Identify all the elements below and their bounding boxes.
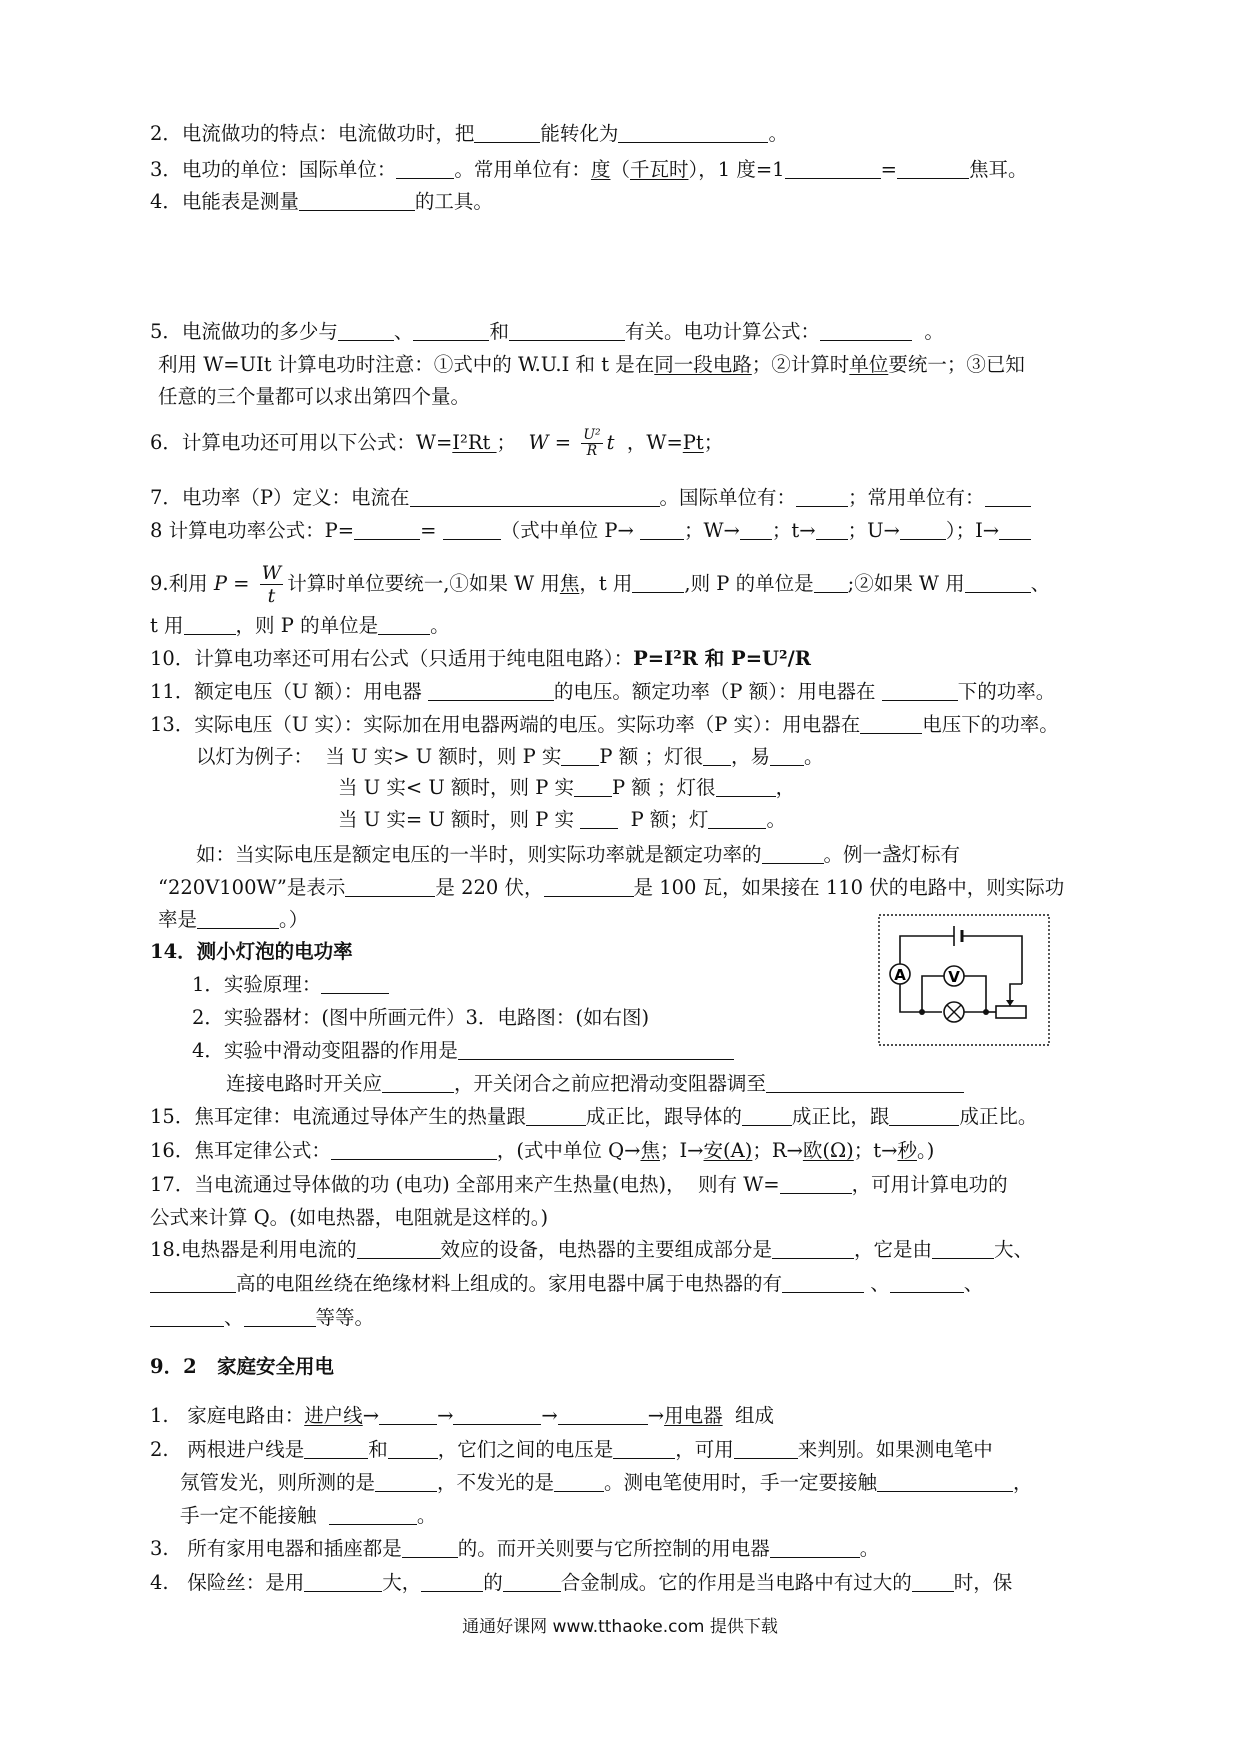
text-run: ； bbox=[496, 431, 529, 454]
blank-field[interactable] bbox=[860, 711, 922, 734]
text-run: ，它们之间的电压是 bbox=[437, 1438, 614, 1461]
text-line bbox=[150, 1270, 983, 1298]
text-run: 当 U 实= U 额时，则 P 实 bbox=[338, 808, 581, 831]
text-run: 任意的三个量都可以求出第四个量。 bbox=[158, 385, 471, 408]
text-line bbox=[192, 971, 389, 999]
text-run: 7．电功率（P）定义：电流在 bbox=[150, 486, 410, 509]
text-run: 的电压。额定功率（P 额）：用电器在 bbox=[553, 680, 882, 703]
text-run: 计算时单位要统一,①如果 W 用 bbox=[287, 572, 560, 595]
text-run: 4．实验中滑动变阻器的作用是 bbox=[192, 1039, 458, 1062]
footer-text: 通通好课网 www.tthaoke.com 提供下载 bbox=[462, 1617, 778, 1637]
text-run: 焦耳。 bbox=[968, 158, 1028, 181]
text-line bbox=[226, 1070, 964, 1098]
text-run: 如：当实际电压是额定电压的一半时，则实际功率就是额定功率的 bbox=[196, 843, 762, 866]
numerator: U² bbox=[583, 427, 601, 443]
text-run: → bbox=[647, 1404, 665, 1427]
blank-field[interactable] bbox=[554, 1469, 604, 1492]
text-run: = bbox=[880, 158, 897, 181]
text-run: 。测电笔使用时，手一定要接触 bbox=[604, 1471, 878, 1494]
text-run: （ bbox=[610, 158, 630, 181]
ammeter-label: A bbox=[894, 966, 906, 984]
text-run: 下的功率。 bbox=[957, 680, 1056, 703]
text-line bbox=[150, 1569, 1012, 1597]
blank-field[interactable] bbox=[421, 1569, 483, 1592]
text-run: → bbox=[541, 1404, 558, 1427]
text-run: 。) bbox=[916, 1139, 935, 1162]
blank-field[interactable] bbox=[402, 1535, 458, 1558]
text-line bbox=[196, 743, 823, 771]
text-run: 要统一；③已知 bbox=[888, 353, 1025, 376]
text-line bbox=[150, 1353, 334, 1381]
text-run: ，开关闭合之前应把滑动变阻器调至 bbox=[454, 1072, 767, 1095]
underlined-answer: 焦 bbox=[640, 1139, 660, 1162]
text-run: ，t 用 bbox=[579, 572, 633, 595]
text-line bbox=[150, 517, 1031, 545]
text-run: 。 bbox=[430, 614, 450, 637]
underlined-answer: 度 bbox=[590, 158, 611, 181]
blank-field[interactable] bbox=[410, 484, 660, 507]
text-run: 。 bbox=[911, 320, 944, 343]
formula-lhs: P = bbox=[213, 572, 256, 595]
text-line bbox=[158, 383, 470, 411]
blank-field[interactable] bbox=[965, 570, 1031, 593]
text-run: 9.利用 bbox=[150, 572, 214, 595]
blank-field[interactable] bbox=[453, 1402, 541, 1425]
text-run: ，易 bbox=[730, 745, 770, 768]
blank-field[interactable] bbox=[740, 517, 772, 540]
blank-field[interactable] bbox=[503, 1569, 561, 1592]
text-line bbox=[158, 351, 1025, 379]
blank-field[interactable] bbox=[889, 1103, 959, 1126]
text-run: 成正比。 bbox=[959, 1105, 1038, 1128]
blank-field[interactable] bbox=[304, 1569, 382, 1592]
fraction bbox=[260, 562, 284, 607]
blank-field[interactable] bbox=[345, 874, 435, 897]
text-line bbox=[150, 1103, 1037, 1131]
blank-field[interactable] bbox=[716, 774, 776, 797]
text-line bbox=[338, 774, 795, 802]
underlined-answer: 千瓦时 bbox=[629, 158, 689, 181]
text-run: ；W→ bbox=[683, 519, 740, 542]
blank-field[interactable] bbox=[882, 678, 958, 701]
underlined-answer: 进户线 bbox=[304, 1404, 363, 1427]
text-line bbox=[150, 938, 353, 966]
denominator: t bbox=[267, 585, 276, 607]
text-line bbox=[180, 1469, 1033, 1497]
blank-field[interactable] bbox=[413, 318, 489, 341]
blank-field[interactable] bbox=[932, 1236, 994, 1259]
underlined-answer: 用电器 bbox=[664, 1404, 723, 1427]
blank-field[interactable] bbox=[244, 1304, 316, 1327]
text-run: 手一定不能接触 bbox=[180, 1504, 329, 1527]
text-run: ;②如果 W 用 bbox=[847, 572, 965, 595]
text-line bbox=[158, 906, 308, 934]
blank-field[interactable] bbox=[785, 156, 881, 179]
text-run: 公式来计算 Q。(如电热器，电阻就是这样的。) bbox=[150, 1206, 549, 1229]
formula bbox=[213, 562, 287, 607]
blank-field[interactable] bbox=[378, 612, 430, 635]
blank-field[interactable] bbox=[375, 1469, 437, 1492]
blank-field[interactable] bbox=[526, 1103, 586, 1126]
text-run: ；②计算时 bbox=[751, 353, 850, 376]
blank-field[interactable] bbox=[558, 1402, 648, 1425]
underlined-answer: 单位 bbox=[849, 353, 889, 376]
text-line bbox=[150, 678, 1055, 706]
text-run: 1．实验原理： bbox=[192, 973, 322, 996]
text-run: 5．电流做功的多少与 bbox=[150, 320, 338, 343]
blank-field[interactable] bbox=[770, 1535, 860, 1558]
blank-field[interactable] bbox=[382, 1070, 454, 1093]
text-run: ，W= bbox=[614, 431, 683, 454]
blank-field[interactable] bbox=[782, 1270, 864, 1293]
text-line bbox=[150, 1304, 374, 1332]
text-run: ；常用单位有： bbox=[848, 486, 985, 509]
text-run: 2. 两根进户线是 bbox=[150, 1438, 305, 1461]
text-run: 效应的设备，电热器的主要组成部分是 bbox=[440, 1238, 773, 1261]
text-run: 电压下的功率。 bbox=[922, 713, 1059, 736]
text-run: P 额 ；灯很 bbox=[612, 776, 716, 799]
bold-text: P=I²R 和 P=U²/R bbox=[633, 647, 811, 670]
blank-field[interactable] bbox=[877, 1469, 1013, 1492]
text-run: ； bbox=[703, 431, 724, 454]
blank-field[interactable] bbox=[618, 120, 768, 143]
blank-field[interactable] bbox=[766, 1070, 964, 1093]
text-run: ，(式中单位 Q→ bbox=[496, 1139, 641, 1162]
blank-field[interactable] bbox=[428, 678, 554, 701]
text-line bbox=[150, 1436, 993, 1464]
blank-field[interactable] bbox=[331, 1137, 497, 1160]
blank-field[interactable] bbox=[708, 806, 766, 829]
formula-rhs: t bbox=[606, 431, 615, 454]
text-run: 1. 家庭电路由： bbox=[150, 1404, 305, 1427]
text-run: 3．电功的单位：国际单位： bbox=[150, 158, 397, 181]
blank-field[interactable] bbox=[772, 1236, 854, 1259]
text-line bbox=[150, 1402, 774, 1430]
text-run: 等等。 bbox=[315, 1306, 375, 1329]
text-run: ,则 P 的单位是 bbox=[684, 572, 814, 595]
text-run: 13．实际电压（U 实）：实际加在用电器两端的电压。实际功率（P 实）：用电器在 bbox=[150, 713, 861, 736]
text-line bbox=[150, 711, 1059, 739]
text-line bbox=[150, 156, 1027, 184]
text-run: 、 bbox=[963, 1272, 984, 1295]
blank-field[interactable] bbox=[890, 1270, 964, 1293]
text-run: 率是 bbox=[158, 908, 198, 931]
denominator: R bbox=[586, 443, 598, 459]
blank-field[interactable] bbox=[197, 906, 279, 929]
blank-field[interactable] bbox=[338, 318, 394, 341]
text-run: 。常用单位有： bbox=[454, 158, 591, 181]
text-run: 当 U 实< U 额时，则 P 实 bbox=[338, 776, 575, 799]
text-run: 8 计算电功率公式：P= bbox=[150, 519, 355, 542]
blank-field[interactable] bbox=[900, 517, 946, 540]
text-run: 是 100 瓦，如果接在 110 伏的电路中，则实际功 bbox=[633, 876, 1065, 899]
text-run: “220V100W”是表示 bbox=[158, 876, 346, 899]
text-run: 连接电路时开关应 bbox=[226, 1072, 383, 1095]
text-line bbox=[196, 841, 960, 869]
text-run: 能转化为 bbox=[540, 122, 619, 145]
text-line bbox=[150, 1137, 934, 1165]
text-line bbox=[150, 1171, 1008, 1199]
underlined-answer: I²Rt bbox=[452, 431, 497, 454]
text-run: 。 bbox=[859, 1537, 880, 1560]
blank-field[interactable] bbox=[396, 156, 454, 179]
blank-field[interactable] bbox=[458, 1037, 734, 1060]
text-run: 3. 所有家用电器和插座都是 bbox=[150, 1537, 402, 1560]
text-line bbox=[150, 484, 1031, 512]
text-run: 组成 bbox=[722, 1404, 775, 1427]
text-run: 大、 bbox=[994, 1238, 1034, 1261]
underlined-answer: 欧(Ω) bbox=[802, 1139, 854, 1162]
blank-field[interactable] bbox=[299, 188, 415, 211]
text-run: → bbox=[437, 1404, 454, 1427]
text-run: 18.电热器是利用电流的 bbox=[150, 1238, 357, 1261]
text-run: 4. 保险丝：是用 bbox=[150, 1571, 305, 1594]
text-run: 的。而开关则要与它所控制的用电器 bbox=[457, 1537, 770, 1560]
text-line bbox=[150, 120, 788, 148]
text-run: 来判别。如果测电笔中 bbox=[797, 1438, 993, 1461]
text-run: 时，保 bbox=[953, 1571, 1013, 1594]
blank-field[interactable] bbox=[816, 517, 848, 540]
text-run: 2．电流做功的特点：电流做功时，把 bbox=[150, 122, 475, 145]
text-line bbox=[150, 612, 450, 640]
text-run: 以灯为例子： 当 U 实> U 额时，则 P 实 bbox=[196, 745, 562, 768]
text-run: 的 bbox=[483, 1571, 503, 1594]
text-line bbox=[150, 188, 493, 216]
text-line bbox=[192, 1037, 734, 1065]
blank-field[interactable] bbox=[780, 1171, 852, 1194]
text-run: 。 bbox=[768, 122, 788, 145]
text-run: 成正比，跟导体的 bbox=[585, 1105, 742, 1128]
blank-field[interactable] bbox=[742, 1103, 792, 1126]
blank-field[interactable] bbox=[999, 517, 1031, 540]
text-line bbox=[180, 1502, 436, 1530]
text-run: 。国际单位有： bbox=[659, 486, 797, 509]
blank-field[interactable] bbox=[985, 484, 1031, 507]
text-run: ，则 P 的单位是 bbox=[235, 614, 379, 637]
blank-field[interactable] bbox=[379, 1402, 437, 1425]
blank-field[interactable] bbox=[703, 743, 731, 766]
blank-field[interactable] bbox=[912, 1569, 954, 1592]
blank-field[interactable] bbox=[770, 743, 804, 766]
text-line bbox=[150, 562, 1051, 607]
bold-text: 14．测小灯泡的电功率 bbox=[150, 940, 353, 963]
blank-field[interactable] bbox=[544, 874, 634, 897]
text-run: ；t→ bbox=[771, 519, 816, 542]
text-run: 氖管发光，则所测的是 bbox=[180, 1471, 376, 1494]
blank-field[interactable] bbox=[354, 517, 420, 540]
text-run: 利用 W=UIt 计算电功时注意：①式中的 W.U.I 和 t 是在 bbox=[158, 353, 655, 376]
text-run: 、 bbox=[1030, 572, 1051, 595]
text-run: 11．额定电压（U 额）：用电器 bbox=[150, 680, 428, 703]
underlined-answer: 同一段电路 bbox=[654, 353, 752, 376]
text-run: （式中单位 P→ bbox=[500, 519, 640, 542]
blank-field[interactable] bbox=[574, 774, 612, 797]
bold-text: 9．2 家庭安全用电 bbox=[150, 1355, 335, 1378]
text-run: 。 bbox=[766, 808, 786, 831]
blank-field[interactable] bbox=[150, 1270, 236, 1293]
numerator: W bbox=[261, 562, 282, 584]
text-run: ，可用 bbox=[675, 1438, 734, 1461]
text-run: 。） bbox=[279, 908, 309, 931]
blank-field[interactable] bbox=[509, 318, 625, 341]
text-run: ， bbox=[775, 776, 796, 799]
text-run: 。 bbox=[803, 745, 824, 768]
text-run: 17．当电流通过导体做的功 (电功) 全部用来产生热量(电热)， 则有 W= bbox=[150, 1173, 780, 1196]
text-line bbox=[150, 318, 944, 346]
text-run: 2．实验器材：(图中所画元件）3．电路图：(如右图) bbox=[192, 1006, 650, 1029]
blank-field[interactable] bbox=[897, 156, 969, 179]
formula bbox=[528, 427, 615, 459]
blank-field[interactable] bbox=[474, 120, 540, 143]
text-run: P 额 ；灯很 bbox=[599, 745, 703, 768]
underlined-answer: 秒 bbox=[897, 1139, 917, 1162]
text-run: 15．焦耳定律：电流通过导体产生的热量跟 bbox=[150, 1105, 526, 1128]
text-run: ）；I→ bbox=[945, 519, 1000, 542]
blank-field[interactable] bbox=[329, 1502, 417, 1525]
blank-field[interactable] bbox=[150, 1304, 224, 1327]
text-run: P 额；灯 bbox=[618, 808, 709, 831]
circuit-diagram bbox=[878, 914, 1050, 1046]
text-line bbox=[150, 427, 724, 459]
text-run: ；U→ bbox=[847, 519, 900, 542]
blank-field[interactable] bbox=[580, 806, 618, 829]
underlined-answer: Pt bbox=[682, 431, 704, 454]
blank-field[interactable] bbox=[632, 570, 684, 593]
blank-field[interactable] bbox=[796, 484, 848, 507]
text-run: 是 220 伏， bbox=[435, 876, 544, 899]
text-run: 、 bbox=[393, 320, 414, 343]
fraction bbox=[581, 428, 602, 459]
blank-field[interactable] bbox=[388, 1436, 438, 1459]
text-run: 的工具。 bbox=[414, 190, 493, 213]
text-line bbox=[150, 1204, 548, 1232]
text-run: t 用 bbox=[150, 614, 184, 637]
text-line bbox=[192, 1004, 649, 1032]
blank-field[interactable] bbox=[762, 841, 824, 864]
blank-field[interactable] bbox=[734, 1436, 798, 1459]
blank-field[interactable] bbox=[184, 612, 236, 635]
text-run: ），1 度=1 bbox=[688, 158, 785, 181]
blank-field[interactable] bbox=[814, 570, 848, 593]
text-run: 。例一盏灯标有 bbox=[823, 843, 961, 866]
text-run: ，不发光的是 bbox=[437, 1471, 555, 1494]
text-run: 有关。电功计算公式： bbox=[624, 320, 820, 343]
text-line bbox=[338, 806, 786, 834]
text-run: 和 bbox=[368, 1438, 388, 1461]
text-run: 10．计算电功率还可用右公式（只适用于纯电阻电路）： bbox=[150, 647, 634, 670]
text-line bbox=[158, 874, 1064, 902]
blank-field[interactable] bbox=[561, 743, 599, 766]
text-run: 大， bbox=[382, 1571, 422, 1594]
text-run: ，可用计算电功的 bbox=[851, 1173, 1008, 1196]
text-run: 高的电阻丝绕在绝缘材料上组成的。家用电器中属于电热器的有 bbox=[236, 1272, 783, 1295]
text-run: ，它是由 bbox=[854, 1238, 933, 1261]
text-line bbox=[150, 1236, 1033, 1264]
text-run: ， bbox=[1013, 1471, 1033, 1494]
text-line bbox=[150, 645, 811, 673]
text-run: 、 bbox=[864, 1272, 890, 1295]
text-run: 6．计算电功还可用以下公式：W= bbox=[150, 431, 453, 454]
text-run: ；R→ bbox=[752, 1139, 803, 1162]
text-run: 。 bbox=[416, 1504, 437, 1527]
text-run: 合金制成。它的作用是当电路中有过大的 bbox=[560, 1571, 912, 1594]
text-run: 16．焦耳定律公式： bbox=[150, 1139, 331, 1162]
blank-field[interactable] bbox=[820, 318, 912, 341]
text-run: → bbox=[362, 1404, 380, 1427]
formula-lhs: W = bbox=[528, 431, 578, 454]
voltmeter-label: V bbox=[948, 968, 960, 986]
text-run: 、 bbox=[224, 1306, 244, 1329]
text-run: ；I→ bbox=[659, 1139, 704, 1162]
text-run: 成正比，跟 bbox=[791, 1105, 890, 1128]
underlined-answer: 焦 bbox=[559, 572, 580, 595]
text-run: 和 bbox=[489, 320, 509, 343]
underlined-answer: 安(A) bbox=[703, 1139, 753, 1162]
text-run: 4．电能表是测量 bbox=[150, 190, 299, 213]
blank-field[interactable] bbox=[443, 517, 501, 540]
blank-field[interactable] bbox=[613, 1436, 675, 1459]
blank-field[interactable] bbox=[304, 1436, 368, 1459]
blank-field[interactable] bbox=[640, 517, 684, 540]
text-line bbox=[150, 1535, 879, 1563]
blank-field[interactable] bbox=[321, 971, 389, 994]
text-run: ；t→ bbox=[853, 1139, 898, 1162]
text-run: = bbox=[420, 519, 443, 542]
blank-field[interactable] bbox=[357, 1236, 441, 1259]
